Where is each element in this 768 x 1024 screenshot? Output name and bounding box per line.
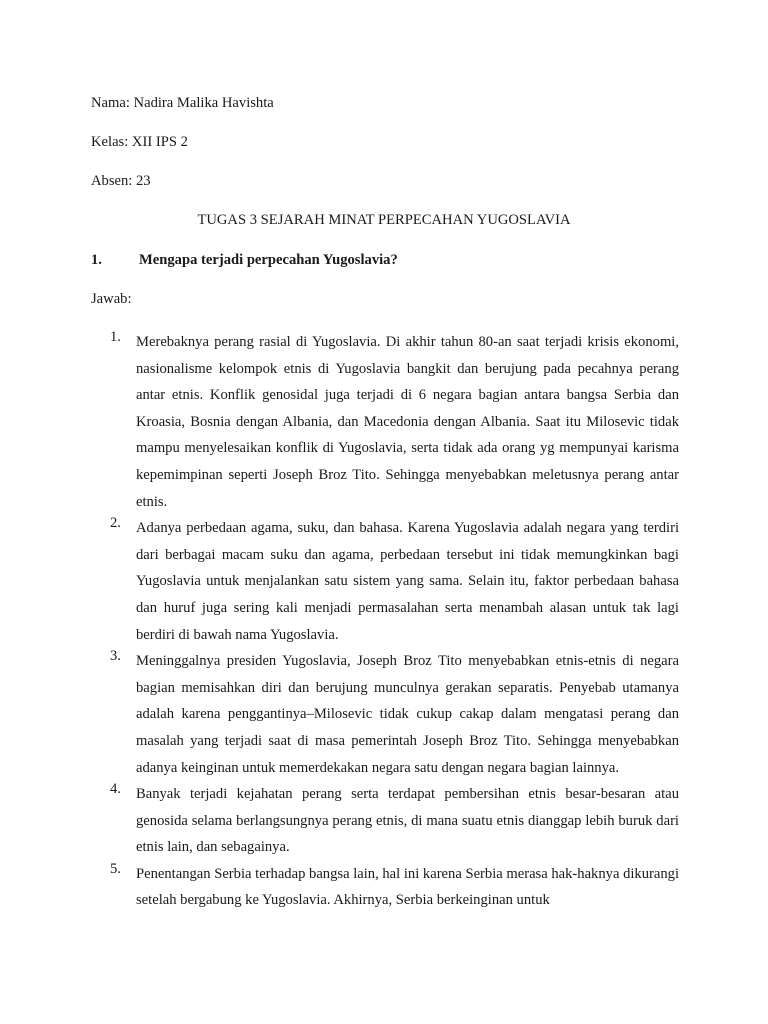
answer-item [110,781,679,861]
document-title: TUGAS 3 SEJARAH MINAT PERPECAHAN YUGOSLAVIA [197,212,571,228]
student-name: Nama: Nadira Malika Havishta [91,95,274,111]
answer-number: 3. [110,648,121,665]
answer-number: 5. [110,860,121,877]
answer-number: 1. [110,329,121,345]
answer-item [110,648,679,781]
answer-item [110,515,679,648]
answer-item [110,860,680,914]
answer-number: 4. [110,781,121,798]
answer-text: Banyak terjadi kejahatan perang serta terdapat pembersihan etnis besar-besaran atau genosida selama berlangsungnya perang etnis, di mana suatu etnis dianggap lebih buruk dari etnis lain, dan sebagainya. [136,786,679,856]
answer-item [110,329,679,515]
answer-text: Adanya perbedaan agama, suku, dan bahasa. Karena Yugoslavia adalah negara yang terdiri dari berbagai macam suku dan agama, perbedaan tersebut ini tidak memungkinkan bagi Yugoslavia untuk menjalankan satu sistem yang sama. Selain itu, faktor perbedaan bahasa dan huruf juga sering kali menjadi permasalahan serta menambah alasan untuk tak lagi berdiri di bawah nama Yugoslavia. [136,520,679,643]
answer-label: Jawab: [91,291,132,307]
student-class: Kelas: XII IPS 2 [91,134,188,150]
answer-text: Merebaknya perang rasial di Yugoslavia. Di akhir tahun 80-an saat terjadi krisis ekonomi, nasionalisme kelompok etnis di Yugoslavia bangkit dan berujung pada pecahnya perang antar etnis. Konflik genosidal juga terjadi di 6 negara bagian antara bangsa Serbia dan Kroasia, Bosnia dengan Albania, dan Macedonia dengan Albania. Saat itu Milosevic tidak mampu menyelesaikan konflik di Yugoslavia, serta tidak ada orang yg mempunyai karisma kepemimpinan seperti Joseph Broz Tito. Sehingga menyebabkan meletusnya perang antar etnis. [136,334,679,510]
answer-number: 2. [110,515,121,532]
question-number: 1. [91,252,102,268]
question-text: Mengapa terjadi perpecahan Yugoslavia? [139,252,398,268]
answer-text: Meninggalnya presiden Yugoslavia, Joseph Broz Tito menyebabkan etnis-etnis di negara bagian memisahkan diri dan berujung munculnya gerakan separatis. Penyebab utamanya adalah karena penggantinya–Milosevic tidak cukup cakap dalam mengatasi perang dan masalah yang terjadi saat di masa pemerintah Joseph Broz Tito. Sehingga menyebabkan adanya keinginan untuk memerdekakan negara satu dengan negara bagian lainnya. [136,653,679,776]
answer-text: Penentangan Serbia terhadap bangsa lain, hal ini karena Serbia merasa hak-haknya dikurangi setelah bergabung ke Yugoslavia. Akhirnya, Serbia berkeinginan untuk [136,865,680,909]
student-attendance-number: Absen: 23 [91,173,151,189]
answer-list [110,329,680,914]
